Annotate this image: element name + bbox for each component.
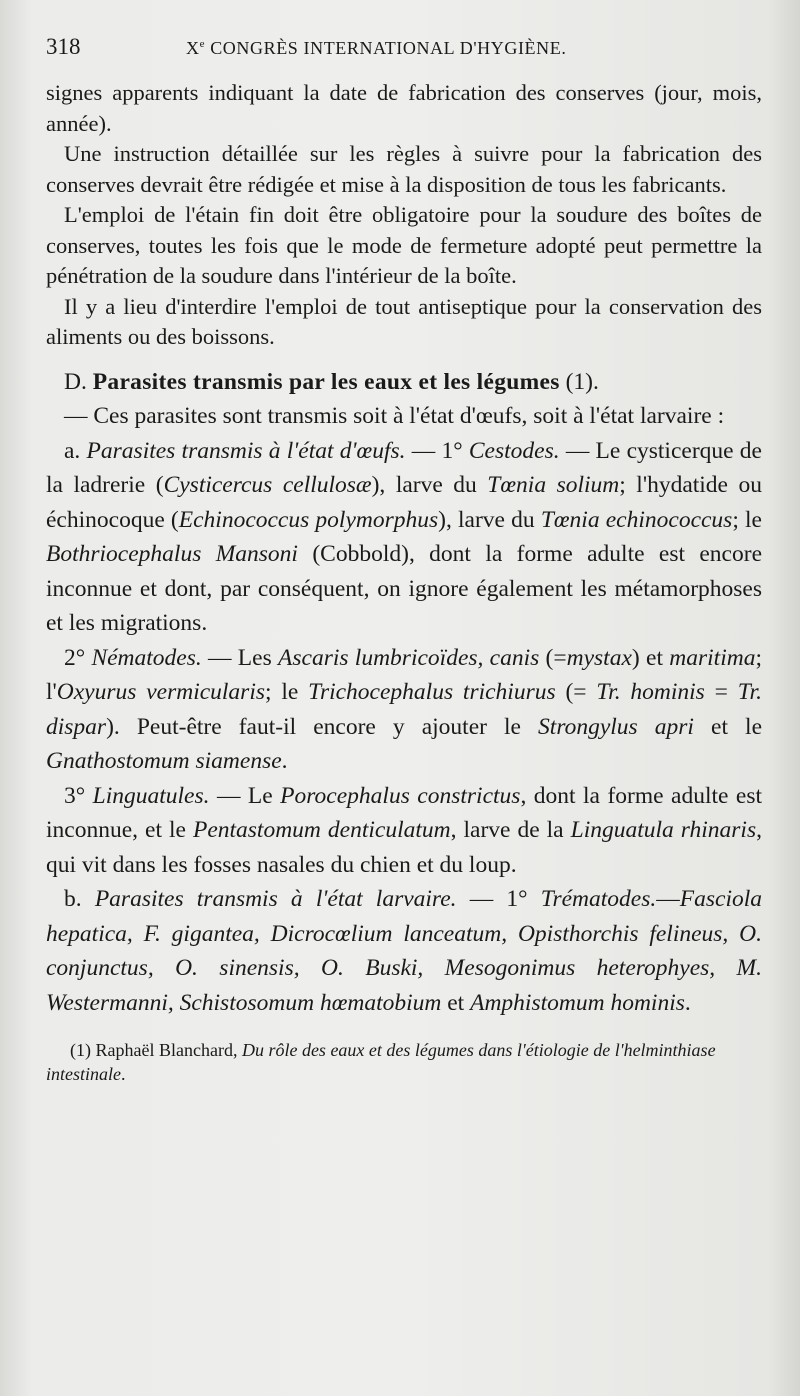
footnote: (1) Raphaël Blanchard, Du rôle des eaux et des légumes dans l'étiologie de l'helminthiase intestinale. bbox=[46, 1040, 716, 1084]
running-head: Xe CONGRÈS INTERNATIONAL D'HYGIÈNE. bbox=[186, 38, 567, 58]
paragraph: Il y a lieu d'interdire l'emploi de tout antiseptique pour la conservation des aliments ou des boissons. bbox=[46, 293, 762, 349]
page-number: 318 bbox=[46, 34, 81, 59]
paragraph: 3° Linguatules. — Le Porocephalus constrictus, dont la forme adulte est inconnue, et le Pentastomum denticulatum, larve de la Linguatula rhinaris, qui vit dans les fosses nasales du chien et du loup. bbox=[46, 782, 763, 878]
page-header bbox=[46, 34, 762, 74]
body-text bbox=[46, 78, 762, 1020]
footnote-ref: (1). bbox=[559, 368, 599, 395]
paragraph: L'emploi de l'étain fin doit être obligatoire pour la soudure des boîtes de conserves, toutes les fois que le mode de fermeture adopté peut permettre la pénétration de la soudure dans l'intérieur de la boîte. bbox=[46, 202, 762, 288]
paragraph: Une instruction détaillée sur les règles à suivre pour la fabrication des conserves devrait être rédigée et mise à la disposition de tous les fabricants. bbox=[46, 141, 762, 197]
paragraph: 2° Nématodes. — Les Ascaris lumbricoïdes, canis (=mystax) et maritima; l'Oxyurus vermicularis; le Trichocephalus trichiurus (= Tr. hominis = Tr. dispar). Peut-être faut-il encore y ajouter le Strongylus apri et le Gnathostomum siamense. bbox=[46, 644, 763, 774]
section-heading: D. Parasites transmis par les eaux et les légumes (1). bbox=[64, 368, 599, 395]
paragraph: — Ces parasites sont transmis soit à l'état d'œufs, soit à l'état larvaire : bbox=[64, 403, 725, 429]
paragraph: b. Parasites transmis à l'état larvaire. — 1° Trématodes.—Fasciola hepatica, F. gigantea, Dicrocœlium lanceatum, Opisthorchis felineus, O. conjunctus, O. sinensis, O. Buski, Mesogonimus heterophyes, M. Westermanni, Schistosomum hœmatobium et Amphistomum hominis. bbox=[46, 886, 763, 1016]
paragraph: a. Parasites transmis à l'état d'œufs. — 1° Cestodes. — Le cysticerque de la ladrerie (Cysticercus cellulosæ), larve du Tœnia solium; l'hydatide ou échinocoque (Echinococcus polymorphus), larve du Tœnia echinococcus; le Bothriocephalus Mansoni (Cobbold), dont la forme adulte est encore inconnue et dont, par conséquent, on ignore également les métamorphoses et les migrations. bbox=[46, 437, 762, 636]
paragraph: signes apparents indiquant la date de fabrication des conserves (jour, mois, année). bbox=[46, 80, 762, 136]
